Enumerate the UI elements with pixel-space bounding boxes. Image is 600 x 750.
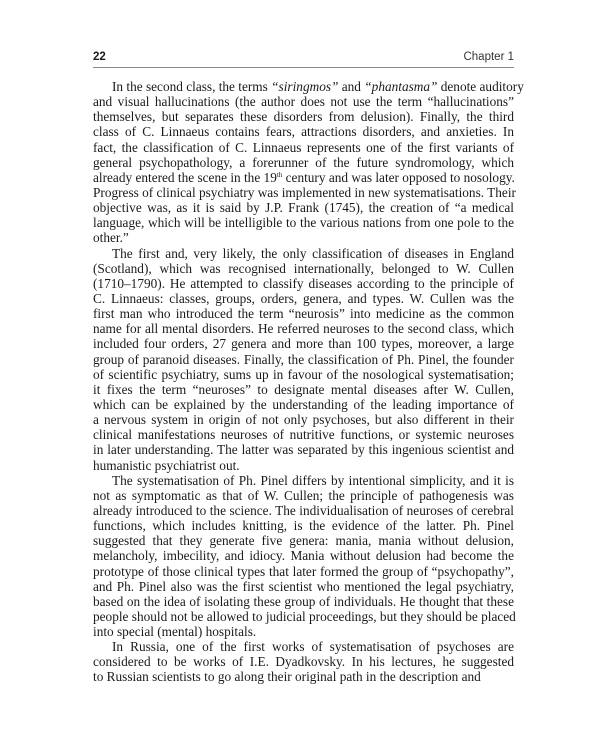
text-line: C. Linnaeus: classes, groups, orders, genera, and types. W. Cullen was the — [93, 290, 514, 306]
text-line: objective was, as it is said by J.P. Frank (1745), the creation of “a medical — [93, 200, 514, 216]
text-line: clinical manifestations neuroses of nutritive functions, or systemic neuroses — [93, 427, 514, 443]
text-line — [93, 170, 514, 185]
running-header — [93, 50, 514, 68]
text-line: into special (mental) hospitals. — [93, 624, 257, 640]
paragraph — [93, 473, 514, 640]
text-segment: denote auditory — [437, 79, 524, 94]
body-text — [93, 79, 524, 685]
italic-term: “siringmos” — [271, 79, 339, 94]
text-line: already introduced to the science. The individualisation of neuroses of cerebral — [93, 502, 514, 518]
text-line: (1710–1790). He attempted to classify diseases according to the principle of — [93, 275, 514, 291]
text-line: general psychopathology, a forerunner of the future syndromology, which — [93, 154, 514, 170]
text-line: humanistic psychiatrist out. — [93, 457, 240, 473]
italic-term: “phantasma” — [364, 79, 438, 94]
text-line: based on the idea of isolating these group of individuals. He thought that these — [93, 593, 514, 609]
text-line: (Scotland), which was recognised internationally, belonged to W. Cullen — [93, 260, 514, 276]
text-line: and visual hallucinations (the author does not use the term “hallucinations” — [93, 94, 514, 110]
text-line: a nervous system in origin of not only psychoses, but also different in their — [93, 412, 514, 428]
text-line: functions, which includes knitting, is the evidence of the latter. Ph. Pinel — [93, 518, 514, 534]
paragraph — [93, 639, 514, 684]
text-line: which can be explained by the understanding of the leading importance of — [93, 396, 514, 412]
text-line: first man who introduced the term “neurosis” into medicine as the common — [93, 306, 514, 322]
paragraph — [93, 79, 524, 246]
text-line: included four orders, 27 genera and more than 100 types, moreover, a large — [93, 336, 514, 352]
text-line: Progress of clinical psychiatry was implemented in new systematisations. Their — [93, 184, 516, 200]
paragraph — [93, 246, 514, 473]
text-line: prototype of those clinical types that later formed the group of “psychopathy”, — [93, 563, 514, 579]
text-line: class of C. Linnaeus contains fears, attractions disorders, and anxieties. In — [93, 124, 514, 140]
text-line: The systematisation of Ph. Pinel differs by intentional simplicity, and it is — [112, 472, 514, 488]
text-line: language, which will be intelligible to the various nations from one pole to the — [93, 215, 514, 231]
text-line: considered to be works of I.E. Dyadkovsky. In his lectures, he suggested — [93, 654, 514, 670]
chapter-title: Chapter 1 — [463, 51, 514, 63]
text-line: group of paranoid diseases. Finally, the classification of Ph. Pinel, the founder — [93, 351, 514, 367]
text-line: people should not be allowed to judicial proceedings, but they should be placed — [93, 608, 516, 624]
text-line: in later understanding. The latter was separated by this ingenious scientist and — [93, 442, 514, 458]
text-line — [93, 79, 524, 94]
text-line: of scientific psychiatry, sums up in favour of the nosological systematisation; — [93, 366, 514, 382]
text-line: to Russian scientists to go along their original path in the description and — [93, 669, 481, 685]
text-segment: and — [338, 79, 365, 94]
page-number: 22 — [93, 51, 106, 63]
text-segment: century and was later opposed to nosology. — [282, 169, 515, 185]
text-segment: In the second class, the terms — [112, 79, 272, 94]
text-line: fact, the classification of C. Linnaeus represents one of the first variants of — [93, 139, 514, 155]
text-line: other.” — [93, 230, 129, 246]
text-line: not as symptomatic as that of W. Cullen; the principle of pathogenesis was — [93, 487, 514, 503]
text-line: In Russia, one of the first works of systematisation of psychoses are — [112, 639, 514, 655]
text-line: melancholy, imbecility, and idiocy. Mania without delusion had become the — [93, 548, 514, 564]
text-line: it fixes the term “neuroses” to designate mental diseases after W. Cullen, — [93, 381, 514, 397]
text-segment: already entered the scene in the 19 — [93, 169, 277, 185]
text-line: themselves, but separates these disorders from delusion). Finally, the third — [93, 109, 514, 125]
text-line: name for all mental disorders. He referred neuroses to the second class, which — [93, 321, 514, 337]
text-line: suggested that they generate five genera: mania, mania without delusion, — [93, 533, 514, 549]
text-line: The first and, very likely, the only classification of diseases in England — [112, 245, 514, 261]
text-line: and Ph. Pinel also was the first scientist who mentioned the legal psychiatry, — [93, 578, 514, 594]
superscript: th — [276, 170, 283, 179]
